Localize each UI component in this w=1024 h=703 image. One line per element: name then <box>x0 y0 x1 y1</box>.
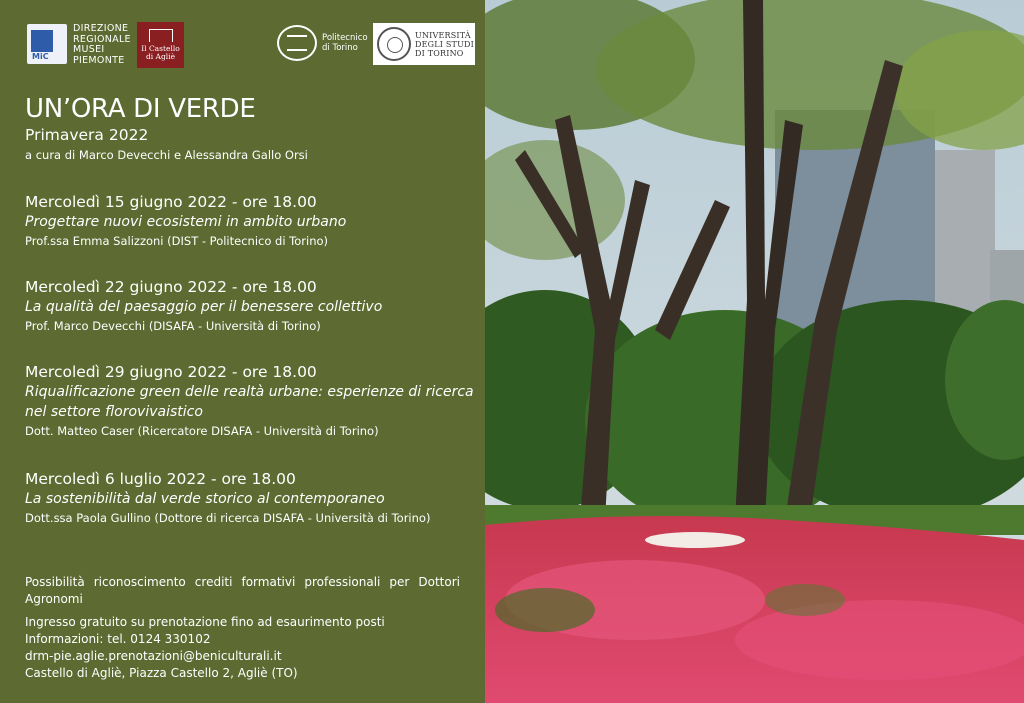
mic-logo-mark <box>31 30 53 52</box>
season-subtitle: Primavera 2022 <box>25 126 149 144</box>
polito-seal-icon <box>277 25 317 61</box>
info-panel <box>0 0 485 703</box>
unito-logo <box>373 23 475 65</box>
event-date: Mercoledì 15 giugno 2022 - ore 18.00 <box>25 193 317 211</box>
castello-line: di Agliè <box>145 52 176 61</box>
direzione-line: PIEMONTE <box>73 54 125 66</box>
venue-address: Castello di Agliè, Piazza Castello 2, Agliè (TO) <box>25 666 298 680</box>
castello-line: Il Castello <box>141 44 180 53</box>
event-date: Mercoledì 22 giugno 2022 - ore 18.00 <box>25 278 317 296</box>
castello-aglie-logo <box>137 22 184 68</box>
polito-logo-text <box>322 33 368 53</box>
castle-icon <box>149 29 173 42</box>
event-topic: La qualità del paesaggio per il benessere collettivo <box>25 299 383 315</box>
event-speaker: Prof.ssa Emma Salizzoni (DIST - Politecnico di Torino) <box>25 234 329 248</box>
logo-bar <box>0 0 485 80</box>
direzione-line: REGIONALE <box>73 33 131 45</box>
event-item <box>25 192 475 249</box>
unito-seal-icon <box>377 27 411 61</box>
event-item <box>25 469 475 526</box>
event-speaker: Prof. Marco Devecchi (DISAFA - Università di Torino) <box>25 319 321 333</box>
contact-info <box>25 614 460 682</box>
unito-line: UNIVERSITÀ <box>415 31 471 40</box>
event-topic: Progettare nuovi ecosistemi in ambito urbano <box>25 214 347 230</box>
event-item <box>25 362 475 439</box>
mic-logo <box>27 24 67 64</box>
garden-photo-illustration <box>485 0 1024 703</box>
credits-note: Possibilità riconoscimento crediti formativi professionali per Dottori Agronomi <box>25 575 460 606</box>
polito-line: di Torino <box>322 43 358 53</box>
event-date: Mercoledì 6 luglio 2022 - ore 18.00 <box>25 470 296 488</box>
phone-info: Informazioni: tel. 0124 330102 <box>25 632 211 646</box>
direzione-regionale-logo-text <box>73 24 133 66</box>
entry-note: Ingresso gratuito su prenotazione fino ad esaurimento posti <box>25 615 385 629</box>
garden-photo <box>485 0 1024 703</box>
event-date: Mercoledì 29 giugno 2022 - ore 18.00 <box>25 363 317 381</box>
direzione-line: MUSEI <box>73 44 105 55</box>
direzione-line: DIREZIONE <box>73 23 129 34</box>
event-topic: La sostenibilità dal verde storico al contemporaneo <box>25 491 385 507</box>
event-item <box>25 277 475 334</box>
curated-by: a cura di Marco Devecchi e Alessandra Gallo Orsi <box>25 148 308 162</box>
mic-logo-text: MiC <box>32 52 49 61</box>
unito-line: DI TORINO <box>415 49 464 58</box>
event-speaker: Dott.ssa Paola Gullino (Dottore di ricerca DISAFA - Università di Torino) <box>25 511 431 525</box>
email-address: drm-pie.aglie.prenotazioni@beniculturali.it <box>25 649 282 663</box>
event-topic: Riqualificazione green delle realtà urbane: esperienze di ricerca nel settore florovivaistico <box>25 384 474 420</box>
polito-line: Politecnico <box>322 33 368 43</box>
event-title: UN’ORA DI VERDE <box>25 94 256 124</box>
unito-logo-text <box>415 31 474 58</box>
event-speaker: Dott. Matteo Caser (Ricercatore DISAFA - Università di Torino) <box>25 424 379 438</box>
unito-line: DEGLI STUDI <box>415 40 474 49</box>
